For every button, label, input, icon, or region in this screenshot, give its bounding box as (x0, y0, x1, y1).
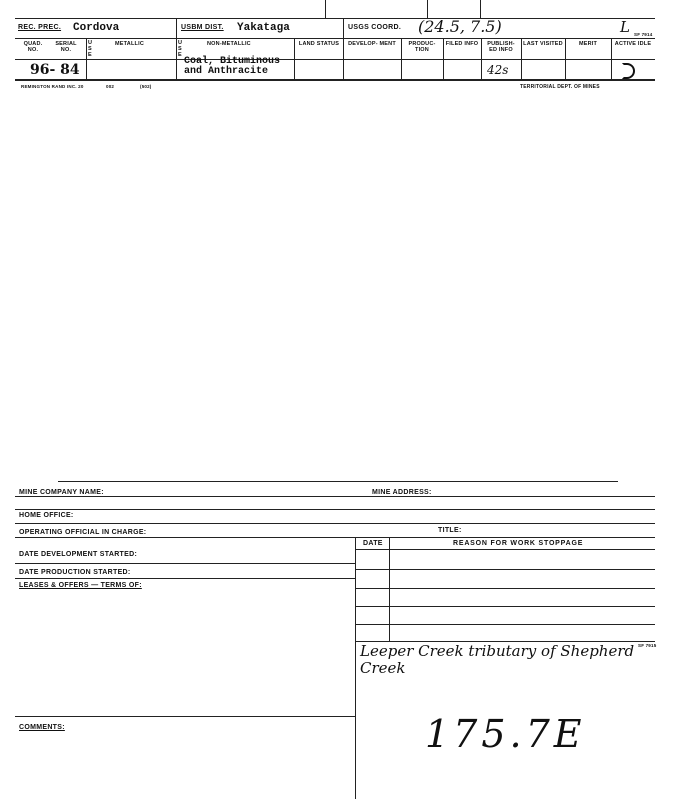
divider (355, 588, 655, 589)
published-info-header: PUBLISH- ED INFO (487, 41, 515, 53)
handwritten-note-line: Creek (360, 659, 406, 677)
divider (443, 38, 444, 79)
divider (86, 38, 87, 79)
usgs-coord-value: (24.5, 7.5) (418, 17, 502, 36)
divider (389, 537, 390, 641)
filed-info-header: FILED INFO (445, 41, 479, 47)
date-header: DATE (363, 540, 383, 547)
non-metallic-line: Coal, Bituminous (184, 56, 281, 67)
last-visited-header: LAST VISITED (523, 41, 563, 47)
date-development-label: DATE DEVELOPMENT STARTED: (19, 551, 138, 558)
usbm-dist-label: USBM DIST. (181, 24, 224, 31)
divider (15, 79, 655, 81)
operating-official-label: OPERATING OFFICIAL IN CHARGE: (19, 529, 147, 536)
handwritten-note (360, 643, 634, 677)
merit-header: MERIT (578, 41, 598, 47)
use-header: U S E (178, 40, 183, 58)
use-header: U S E (88, 40, 93, 58)
reason-header: REASON FOR WORK STOPPAGE (453, 540, 584, 547)
divider (427, 0, 428, 18)
divider (176, 38, 177, 79)
divider (343, 38, 344, 79)
divider (343, 18, 344, 38)
divider (15, 537, 655, 538)
mine-company-name-label: MINE COMPANY NAME: (19, 489, 104, 496)
non-metallic-value (184, 57, 280, 77)
divider (325, 0, 326, 18)
handwritten-number: 175.7E (425, 712, 586, 756)
form-number: SF 7914 (634, 32, 653, 37)
metallic-header: METALLIC (115, 41, 144, 47)
divider (15, 563, 355, 564)
form-number: SF 7915 (638, 643, 657, 648)
quad-serial-value: 96- 84 (30, 62, 80, 78)
handwritten-note-line: Leeper Creek tributary of Shepherd (360, 642, 635, 660)
divider (355, 569, 655, 570)
divider (15, 578, 355, 579)
divider (355, 606, 655, 607)
corner-mark: L (620, 18, 630, 36)
footer-code: 002 (106, 84, 115, 89)
divider (15, 496, 655, 497)
divider (15, 38, 655, 39)
divider (15, 523, 655, 524)
date-production-label: DATE PRODUCTION STARTED: (19, 569, 131, 576)
usbm-dist-value: Yakataga (237, 22, 290, 34)
mine-address-label: MINE ADDRESS: (372, 489, 432, 496)
divider (521, 38, 522, 79)
divider (15, 18, 655, 19)
divider (565, 38, 566, 79)
divider (355, 549, 655, 550)
development-header: DEVELOP- MENT (348, 41, 396, 47)
quad-no-header: QUAD. NO. (23, 41, 43, 53)
divider (480, 0, 481, 18)
production-header: PRODUC- TION (408, 41, 436, 53)
footer-code: (502) (140, 84, 152, 89)
rec-prec-label: REC. PREC. (18, 24, 62, 31)
comments-label: COMMENTS: (19, 724, 65, 731)
non-metallic-header: NON-METALLIC (207, 41, 251, 47)
active-mark (622, 63, 635, 79)
rec-prec-value: Cordova (73, 22, 120, 34)
published-info-value: 42s (487, 63, 509, 77)
divider (355, 537, 356, 799)
divider (176, 18, 177, 38)
divider (355, 624, 655, 625)
active-idle-header: ACTIVE IDLE (614, 41, 652, 47)
land-status-header: LAND STATUS (298, 41, 340, 47)
divider (15, 509, 655, 510)
footer-department: TERRITORIAL DEPT. OF MINES (520, 84, 600, 90)
home-office-label: HOME OFFICE: (19, 512, 74, 519)
divider (481, 38, 482, 79)
title-label: TITLE: (438, 527, 462, 534)
divider (15, 59, 655, 60)
footer-printer: REMINGTON RAND INC. 20 (21, 84, 84, 89)
usgs-coord-label: USGS COORD. (348, 24, 402, 31)
non-metallic-line: and Anthracite (184, 66, 269, 77)
divider (611, 38, 612, 79)
divider (15, 716, 355, 717)
serial-no-header: SERIAL NO. (55, 41, 77, 53)
leases-label: LEASES & OFFERS — TERMS OF: (19, 582, 142, 589)
divider (294, 38, 295, 79)
divider (401, 38, 402, 79)
divider (58, 481, 618, 482)
